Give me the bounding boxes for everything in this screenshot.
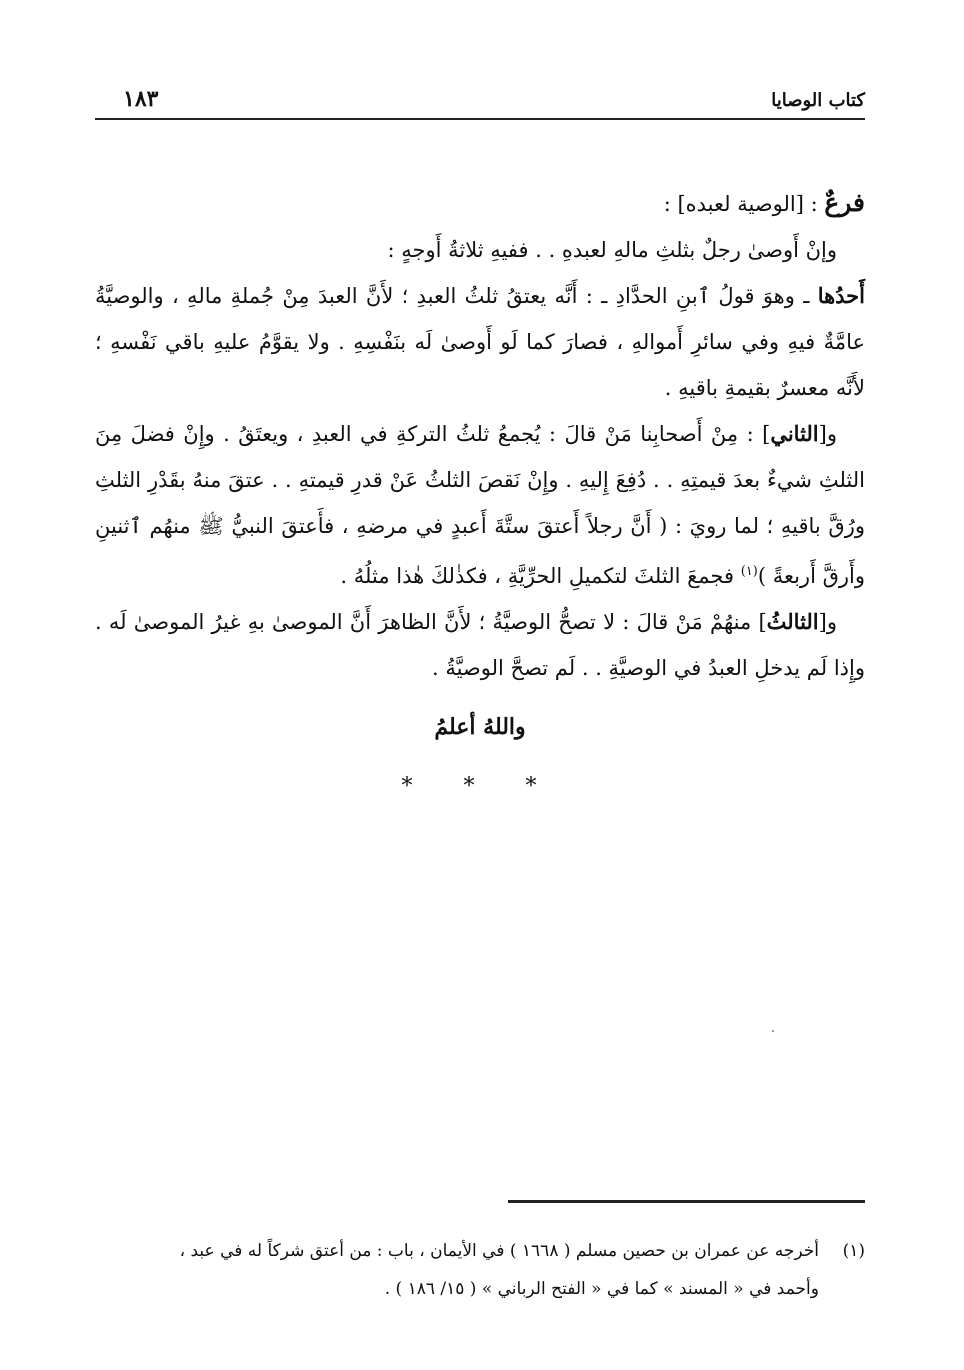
footnote [95, 1232, 865, 1308]
paragraph-intro: وإنْ أَوصىٰ رجلٌ بثلثِ مالهِ لعبدهِ . . ففيهِ ثلاثةُ أَوجهٍ : [387, 238, 837, 262]
scan-speck [772, 1030, 774, 1032]
page-number: ١٨٣ [123, 86, 159, 112]
second-view-text: ] : مِنْ أَصحابِنا مَنْ قالَ : يُجمعُ ثلثُ التركةِ في العبدِ ، ويعتَقُ . وإِنْ فضلَ مِنَ الثلثِ شيءٌ بعدَ قيمتِهِ . . دُفِعَ إِليهِ . وإِنْ نَقصَ الثلثُ عَنْ قدرِ قيمتهِ . . عتقَ منهُ بقَدْرِ الثلثِ ورُقَّ باقيهِ ؛ لما رويَ : ( أَنَّ رجلاً أَعتقَ ستَّةَ أَعبدٍ في مرضهِ ، فأَعتقَ النبيُّ ﷺ منهُم ٱثنينِ وأَرقَّ أَربعةً ) [95, 422, 865, 588]
section-title: : [الوصية لعبده] : [663, 192, 825, 216]
footnote-text-1: أخرجه عن عمران بن حصين مسلم ( ١٦٦٨ ) في الأيمان ، باب : من أعتق شركاً له في عبد ، [179, 1241, 819, 1261]
second-view-prefix: و[ [818, 422, 837, 446]
page-header [95, 86, 865, 120]
footnote-divider [508, 1200, 865, 1203]
third-view-text: ] منهُمْ مَنْ قالَ : لا تصحُّ الوصيَّةُ ؛ لأَنَّ الظاهرَ أَنَّ الموصىٰ بهِ غيرُ الموصىٰ لَه . وإِذا لَم يدخلِ العبدُ في الوصيَّةِ . . لَم تصحَّ الوصيَّةُ . [95, 610, 865, 680]
second-view-label: الثاني [770, 421, 819, 446]
main-text [95, 180, 865, 807]
first-view-text: ـ وهوَ قولُ ٱبنِ الحدَّادِ ـ : أَنَّه يعتقُ ثلثُ العبدِ ؛ لأَنَّ العبدَ مِنْ جُملةِ مالهِ ، والوصيَّةُ عامَّةٌ فيهِ وفي سائرِ أَموالهِ ، فصارَ كما لَو أَوصىٰ لَه بنَفْسِهِ . ولا يقوَّمُ عليهِ باقي نَفْسهِ ؛ لأَنَّه معسرٌ بقيمةِ باقيهِ . [95, 284, 865, 400]
second-view-text-end: فجمعَ الثلثَ لتكميلِ الحرِّيَّةِ ، فكذٰلكَ هٰذا مثلُهُ . [340, 564, 741, 588]
third-view-label: الثالثُ [766, 609, 819, 634]
footnote-marker: (١) [842, 1241, 865, 1261]
footnote-line-1 [95, 1232, 865, 1270]
footnote-reference[interactable]: (١) [740, 564, 758, 579]
first-view-label: أَحدُها [817, 283, 865, 308]
closing-formula: واللهُ أعلمُ [434, 714, 526, 740]
paragraph-second-view [95, 411, 865, 599]
paragraph-first-view [95, 273, 865, 411]
section-heading [95, 180, 865, 227]
section-separator: * * * [401, 774, 559, 799]
section-label: فرعٌ [824, 188, 865, 217]
paragraph-third-view [95, 599, 865, 691]
third-view-prefix: و[ [818, 610, 837, 634]
running-head: كتاب الوصايا [771, 90, 865, 111]
footnote-line-2: وأحمد في « المسند » كما في « الفتح الرباني » ( ١٥/ ١٨٦ ) . [384, 1279, 819, 1299]
